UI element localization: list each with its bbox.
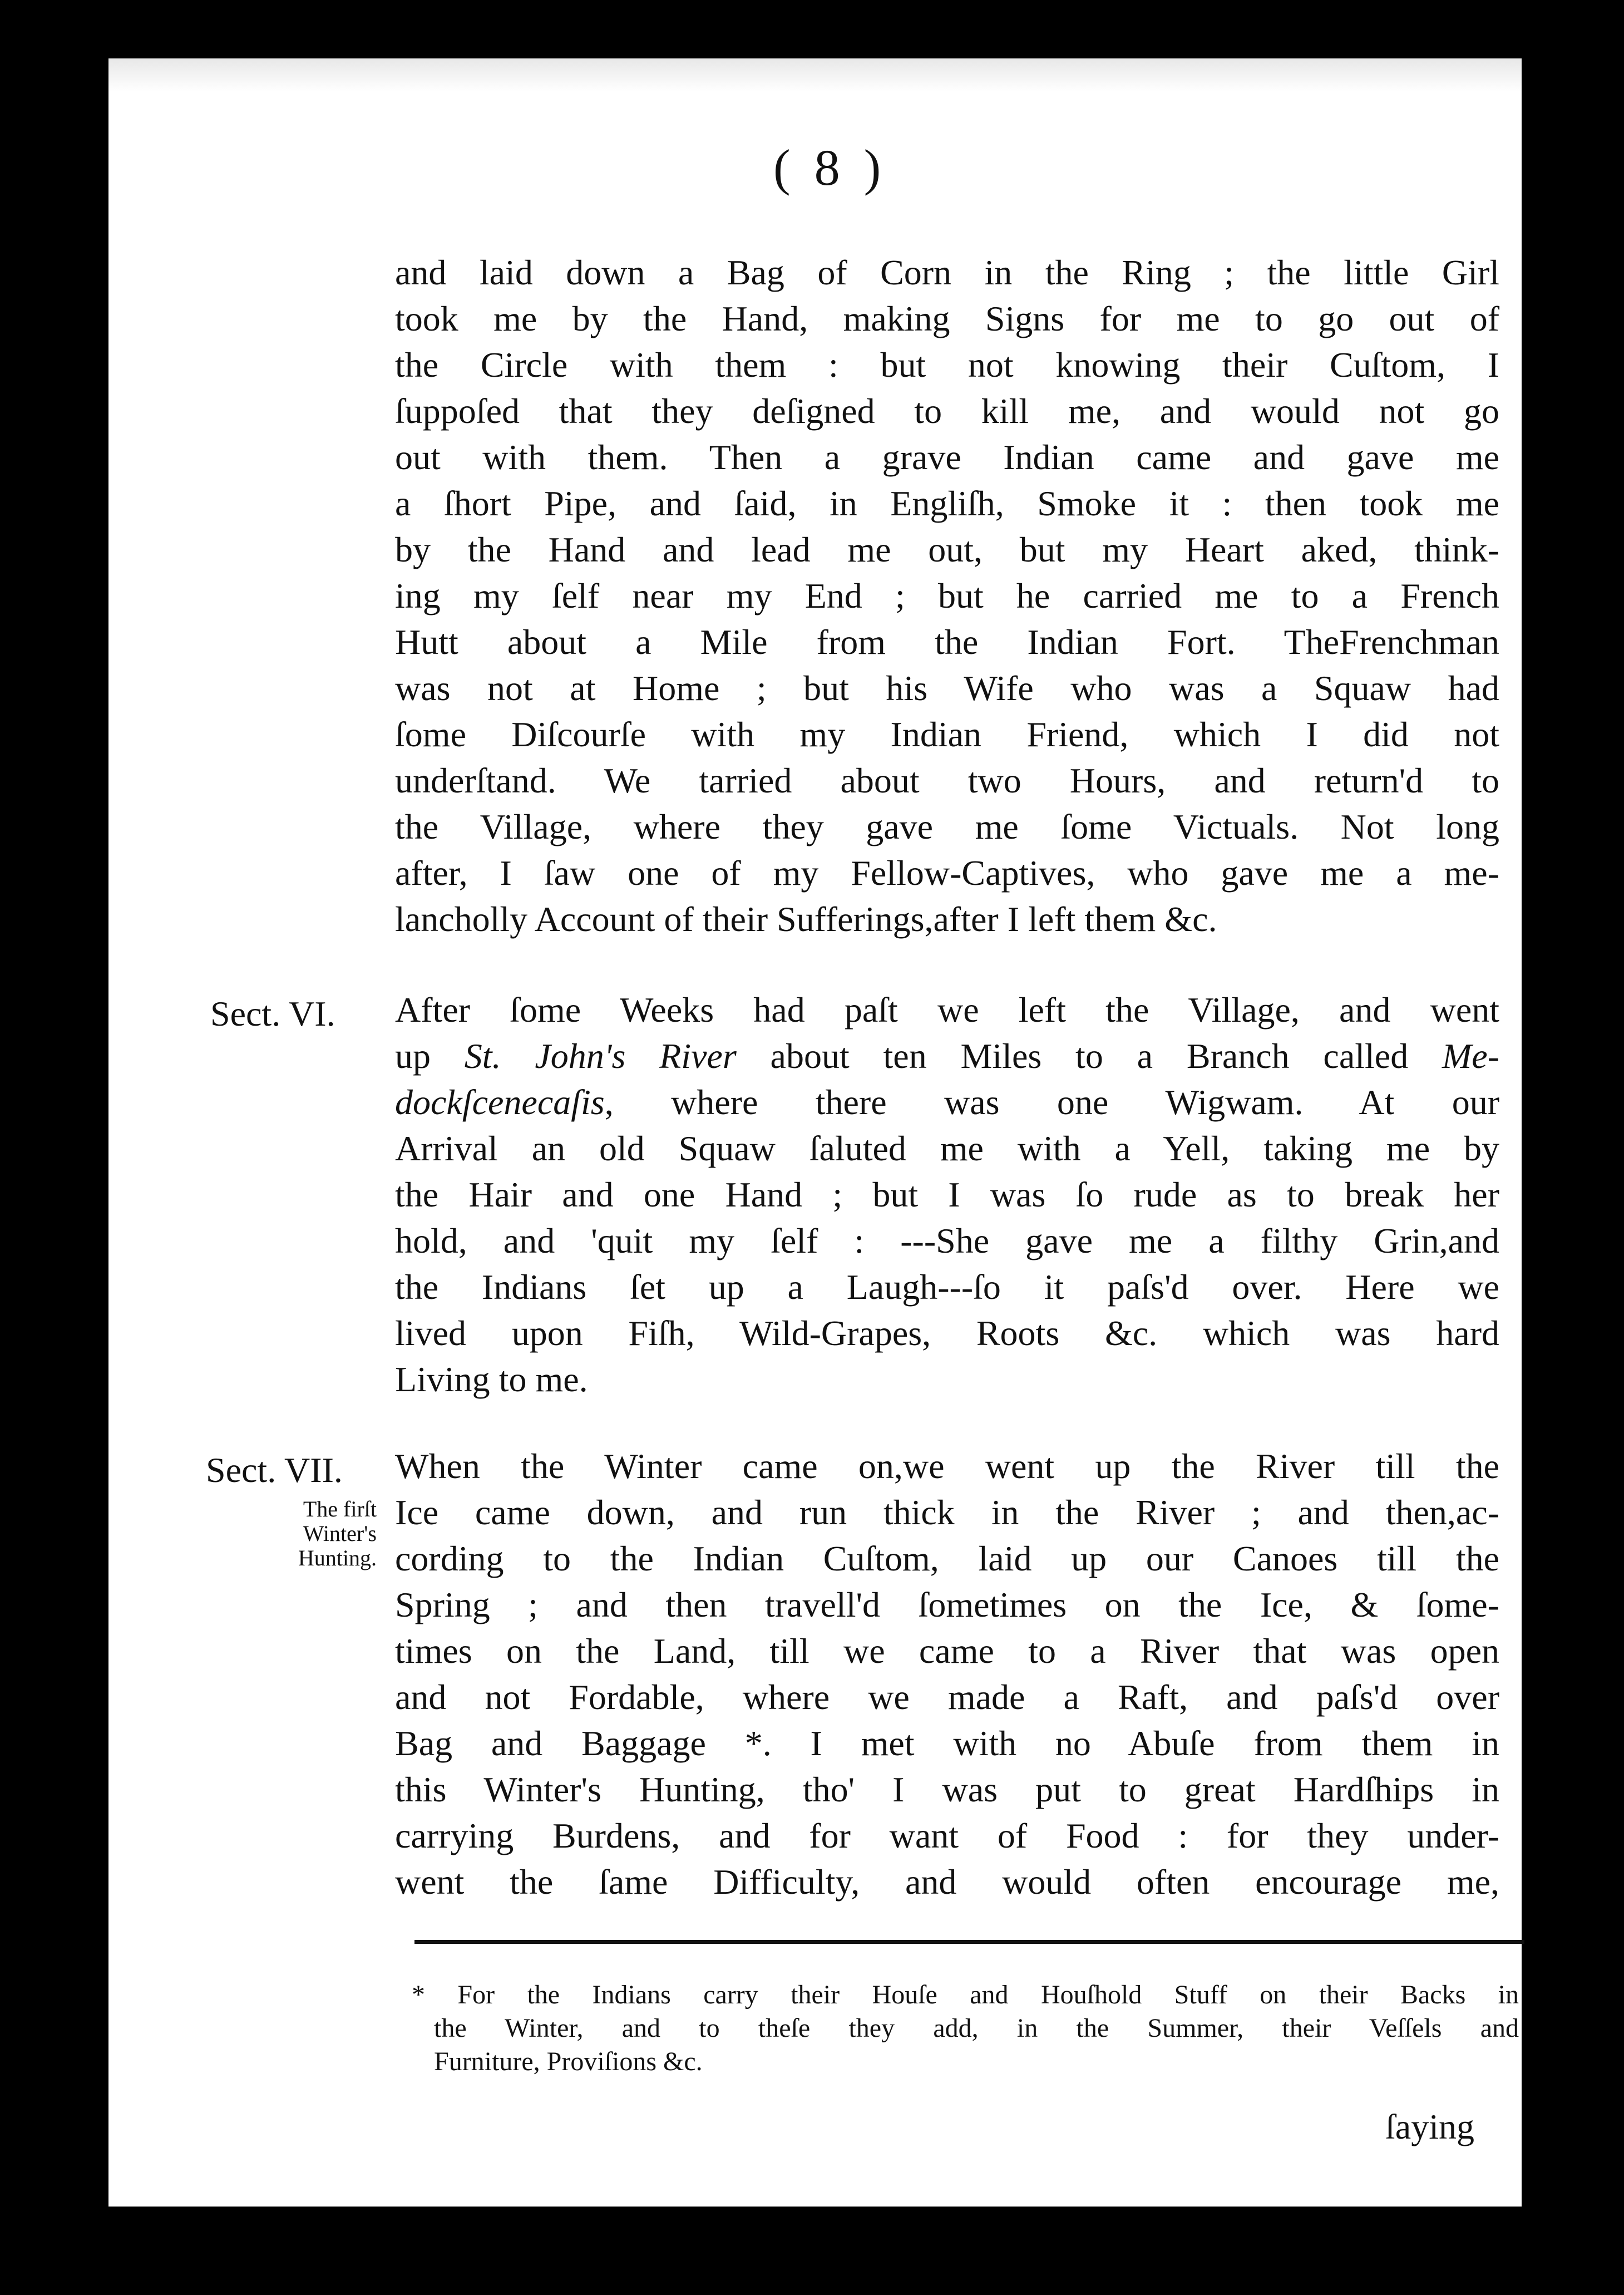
paragraph-continuation bbox=[395, 249, 1499, 942]
side-note-line: Hunting. bbox=[298, 1545, 377, 1570]
text-line: Spring ; and then travell'd ſometimes on the Ice, & ſome- bbox=[395, 1585, 1499, 1624]
text-line: Ice came down, and run thick in the River ; and then,ac- bbox=[395, 1493, 1499, 1532]
text-line: ing my ſelf near my End ; but he carried me to a French bbox=[395, 576, 1499, 615]
section-vii-side-note bbox=[207, 1497, 377, 1570]
section-vii-label: Sect. VII. bbox=[206, 1450, 343, 1490]
section-vi-paragraph bbox=[395, 987, 1499, 1402]
section-vii-paragraph bbox=[395, 1443, 1499, 1905]
section-vi-label: Sect. VI. bbox=[210, 994, 335, 1033]
text-line: carrying Burdens, and for want of Food : for they under- bbox=[395, 1816, 1499, 1855]
footnote-divider bbox=[414, 1940, 1524, 1944]
text-line: out with them. Then a grave Indian came and gave me bbox=[395, 437, 1499, 477]
text-segment: up bbox=[395, 1036, 465, 1076]
side-note-line: Winter's bbox=[303, 1521, 377, 1546]
footnote-line: the Winter, and to theſe they add, in the Summer, their Veſſels and bbox=[434, 2013, 1519, 2043]
text-line: Bag and Baggage *. I met with no Abuſe from them in bbox=[395, 1723, 1499, 1763]
text-line: went the ſame Difficulty, and would often encourage me, bbox=[395, 1862, 1499, 1902]
place-name-italic: Me- bbox=[1442, 1036, 1500, 1076]
text-line bbox=[395, 1033, 1499, 1079]
text-segment: , where there was one Wigwam. At our bbox=[604, 1082, 1499, 1122]
page-top-edge bbox=[108, 58, 1522, 92]
footnote-line: * For the Indians carry their Houſe and Houſhold Stuff on their Backs in bbox=[412, 1980, 1519, 2010]
text-line: lived upon Fiſh, Wild-Grapes, Roots &c. which was hard bbox=[395, 1313, 1499, 1353]
page-number: ( 8 ) bbox=[773, 139, 887, 196]
text-line: took me by the Hand, making Signs for me to go out of bbox=[395, 299, 1499, 338]
text-line: the Indians ſet up a Laugh---ſo it paſs'd over. Here we bbox=[395, 1267, 1499, 1307]
text-line: the Circle with them : but not knowing their Cuſtom, I bbox=[395, 345, 1499, 385]
text-line: ſuppoſed that they deſigned to kill me, and would not go bbox=[395, 391, 1499, 431]
text-line: lancholly Account of their Sufferings,after I left them &c. bbox=[395, 899, 1217, 939]
place-name-italic: St. John's River bbox=[464, 1036, 737, 1076]
text-segment: about ten Miles to a Branch called bbox=[736, 1036, 1442, 1076]
text-line: the Hair and one Hand ; but I was ſo rude as to break her bbox=[395, 1175, 1499, 1214]
text-line: Hutt about a Mile from the Indian Fort. TheFrenchman bbox=[395, 622, 1499, 662]
text-line: by the Hand and lead me out, but my Heart aked, think- bbox=[395, 530, 1499, 569]
text-line: this Winter's Hunting, tho' I was put to great Hardſhips in bbox=[395, 1770, 1499, 1809]
side-note-line: The firſt bbox=[303, 1496, 377, 1521]
text-line: underſtand. We tarried about two Hours, and return'd to bbox=[395, 761, 1499, 800]
text-line bbox=[395, 1079, 1499, 1125]
footnote-line: Furniture, Proviſions &c. bbox=[434, 2047, 703, 2076]
text-line: was not at Home ; but his Wife who was a Squaw had bbox=[395, 668, 1499, 708]
text-line: Arrival an old Squaw ſaluted me with a Yell, taking me by bbox=[395, 1129, 1499, 1168]
place-name-italic: dockſcenecaſis bbox=[395, 1082, 605, 1122]
text-line: times on the Land, till we came to a River that was open bbox=[395, 1631, 1499, 1671]
text-line: When the Winter came on,we went up the River till the bbox=[395, 1446, 1499, 1486]
text-line: and laid down a Bag of Corn in the Ring ; the little Girl bbox=[395, 253, 1499, 292]
text-line: Living to me. bbox=[395, 1360, 588, 1399]
text-line: After ſome Weeks had paſt we left the Village, and went bbox=[395, 990, 1499, 1030]
text-line: after, I ſaw one of my Fellow-Captives, who gave me a me- bbox=[395, 853, 1499, 893]
text-line: the Village, where they gave me ſome Victuals. Not long bbox=[395, 807, 1499, 846]
text-line: hold, and 'quit my ſelf : ---She gave me a filthy Grin,and bbox=[395, 1221, 1499, 1260]
text-line: ſome Diſcourſe with my Indian Friend, which I did not bbox=[395, 715, 1499, 754]
footnote bbox=[412, 1978, 1519, 2079]
text-line: a ſhort Pipe, and ſaid, in Engliſh, Smoke it : then took me bbox=[395, 484, 1499, 523]
text-line: cording to the Indian Cuſtom, laid up our Canoes till the bbox=[395, 1539, 1499, 1578]
text-line: and not Fordable, where we made a Raft, and paſs'd over bbox=[395, 1677, 1499, 1717]
catchword: ſaying bbox=[1385, 2107, 1474, 2146]
